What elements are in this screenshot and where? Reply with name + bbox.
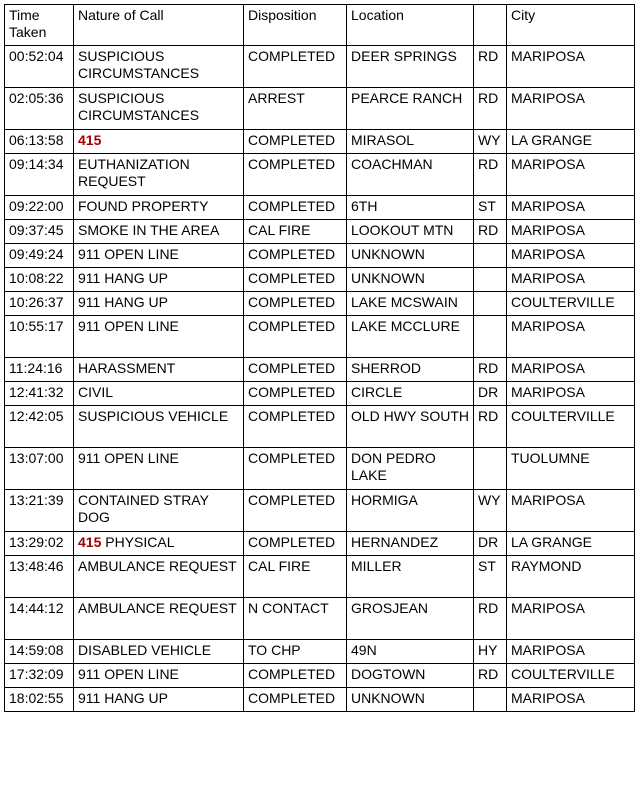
table-row	[5, 406, 635, 448]
cell-time: 00:52:04	[5, 46, 74, 88]
cell-location: DON PEDRO LAKE	[347, 448, 474, 490]
call-nature-text: SMOKE IN THE AREA	[78, 222, 220, 238]
header-suffix	[474, 5, 507, 46]
cell-disposition: COMPLETED	[244, 532, 347, 556]
table-row	[5, 448, 635, 490]
cell-suffix: RD	[474, 664, 507, 688]
cell-nature	[74, 220, 244, 244]
cell-city: MARIPOSA	[507, 268, 635, 292]
cell-location: COACHMAN	[347, 154, 474, 196]
table-row	[5, 154, 635, 196]
cell-location: GROSJEAN	[347, 598, 474, 640]
cell-suffix: RD	[474, 220, 507, 244]
cell-time: 10:26:37	[5, 292, 74, 316]
cell-location: DEER SPRINGS	[347, 46, 474, 88]
cell-suffix: RD	[474, 598, 507, 640]
cell-location: HORMIGA	[347, 490, 474, 532]
header-nature: Nature of Call	[74, 5, 244, 46]
call-nature-text: EUTHANIZATION REQUEST	[78, 156, 190, 189]
call-nature-text: SUSPICIOUS VEHICLE	[78, 408, 229, 424]
cell-time: 09:37:45	[5, 220, 74, 244]
cell-location: MIRASOL	[347, 130, 474, 154]
cell-disposition: COMPLETED	[244, 664, 347, 688]
call-nature-text: 911 OPEN LINE	[78, 246, 179, 262]
cell-time: 18:02:55	[5, 688, 74, 712]
cell-time: 09:49:24	[5, 244, 74, 268]
cell-city: MARIPOSA	[507, 88, 635, 130]
cell-location: PEARCE RANCH	[347, 88, 474, 130]
call-nature-text: 911 OPEN LINE	[78, 318, 179, 334]
cell-suffix: RD	[474, 88, 507, 130]
cell-time: 10:55:17	[5, 316, 74, 358]
cell-nature	[74, 316, 244, 358]
call-nature-text: CONTAINED STRAY DOG	[78, 492, 209, 525]
cell-nature	[74, 598, 244, 640]
cell-disposition: COMPLETED	[244, 244, 347, 268]
cell-city: LA GRANGE	[507, 130, 635, 154]
table-row	[5, 88, 635, 130]
table-row	[5, 640, 635, 664]
table-row	[5, 268, 635, 292]
cell-disposition: COMPLETED	[244, 688, 347, 712]
table-row	[5, 316, 635, 358]
cell-city: COULTERVILLE	[507, 292, 635, 316]
cell-time: 17:32:09	[5, 664, 74, 688]
cell-time: 12:42:05	[5, 406, 74, 448]
table-row	[5, 598, 635, 640]
cell-nature	[74, 196, 244, 220]
call-log-table	[4, 4, 635, 712]
table-row	[5, 196, 635, 220]
call-nature-text: 911 HANG UP	[78, 270, 168, 286]
table-row	[5, 556, 635, 598]
cell-time: 13:21:39	[5, 490, 74, 532]
cell-city: COULTERVILLE	[507, 406, 635, 448]
table-row	[5, 490, 635, 532]
cell-time: 02:05:36	[5, 88, 74, 130]
cell-disposition: COMPLETED	[244, 406, 347, 448]
call-nature-text: 911 HANG UP	[78, 294, 168, 310]
cell-disposition: N CONTACT	[244, 598, 347, 640]
cell-disposition: COMPLETED	[244, 46, 347, 88]
cell-location: DOGTOWN	[347, 664, 474, 688]
cell-suffix	[474, 688, 507, 712]
cell-time: 06:13:58	[5, 130, 74, 154]
cell-location: MILLER	[347, 556, 474, 598]
cell-city: MARIPOSA	[507, 598, 635, 640]
call-nature-text: DISABLED VEHICLE	[78, 642, 212, 658]
table-row	[5, 382, 635, 406]
cell-city: LA GRANGE	[507, 532, 635, 556]
cell-city: MARIPOSA	[507, 490, 635, 532]
table-row	[5, 220, 635, 244]
call-nature-text: 911 OPEN LINE	[78, 666, 179, 682]
cell-nature	[74, 688, 244, 712]
cell-location: UNKNOWN	[347, 244, 474, 268]
cell-time: 14:44:12	[5, 598, 74, 640]
cell-time: 13:29:02	[5, 532, 74, 556]
cell-nature	[74, 130, 244, 154]
cell-city: MARIPOSA	[507, 154, 635, 196]
cell-location: UNKNOWN	[347, 268, 474, 292]
cell-nature	[74, 268, 244, 292]
cell-location: LOOKOUT MTN	[347, 220, 474, 244]
table-row	[5, 292, 635, 316]
cell-city: MARIPOSA	[507, 640, 635, 664]
cell-suffix: RD	[474, 358, 507, 382]
cell-suffix: RD	[474, 406, 507, 448]
cell-suffix	[474, 244, 507, 268]
cell-city: MARIPOSA	[507, 688, 635, 712]
cell-suffix	[474, 316, 507, 358]
cell-nature	[74, 664, 244, 688]
cell-city: MARIPOSA	[507, 316, 635, 358]
cell-disposition: ARREST	[244, 88, 347, 130]
cell-location: 6TH	[347, 196, 474, 220]
call-nature-text: HARASSMENT	[78, 360, 176, 376]
cell-location: SHERROD	[347, 358, 474, 382]
cell-disposition: CAL FIRE	[244, 556, 347, 598]
call-nature-text: SUSPICIOUS CIRCUMSTANCES	[78, 48, 200, 81]
cell-time: 12:41:32	[5, 382, 74, 406]
call-nature-text: AMBULANCE REQUEST	[78, 558, 237, 574]
cell-nature	[74, 406, 244, 448]
cell-nature	[74, 448, 244, 490]
cell-nature	[74, 490, 244, 532]
header-time: Time Taken	[5, 5, 74, 46]
table-row	[5, 244, 635, 268]
cell-city: MARIPOSA	[507, 46, 635, 88]
cell-disposition: TO CHP	[244, 640, 347, 664]
cell-suffix: DR	[474, 532, 507, 556]
cell-suffix: ST	[474, 196, 507, 220]
call-nature-text: 911 HANG UP	[78, 690, 168, 706]
call-nature-text: 911 OPEN LINE	[78, 450, 179, 466]
header-row	[5, 5, 635, 46]
call-code: 415	[78, 132, 102, 148]
cell-disposition: COMPLETED	[244, 358, 347, 382]
cell-city: MARIPOSA	[507, 382, 635, 406]
cell-suffix: DR	[474, 382, 507, 406]
cell-suffix: WY	[474, 130, 507, 154]
table-row	[5, 664, 635, 688]
cell-city: MARIPOSA	[507, 196, 635, 220]
cell-disposition: CAL FIRE	[244, 220, 347, 244]
table-row	[5, 46, 635, 88]
cell-nature	[74, 532, 244, 556]
cell-disposition: COMPLETED	[244, 292, 347, 316]
cell-disposition: COMPLETED	[244, 382, 347, 406]
cell-disposition: COMPLETED	[244, 130, 347, 154]
cell-suffix: HY	[474, 640, 507, 664]
cell-suffix	[474, 292, 507, 316]
cell-location: CIRCLE	[347, 382, 474, 406]
cell-location: 49N	[347, 640, 474, 664]
table-row	[5, 130, 635, 154]
cell-time: 13:48:46	[5, 556, 74, 598]
table-row	[5, 688, 635, 712]
header-disposition: Disposition	[244, 5, 347, 46]
call-nature-text: PHYSICAL	[101, 534, 175, 550]
cell-disposition: COMPLETED	[244, 316, 347, 358]
cell-suffix: ST	[474, 556, 507, 598]
cell-time: 09:22:00	[5, 196, 74, 220]
cell-disposition: COMPLETED	[244, 490, 347, 532]
cell-nature	[74, 88, 244, 130]
cell-location: LAKE MCSWAIN	[347, 292, 474, 316]
cell-nature	[74, 556, 244, 598]
cell-time: 14:59:08	[5, 640, 74, 664]
header-city: City	[507, 5, 635, 46]
cell-nature	[74, 292, 244, 316]
call-code: 415	[78, 534, 102, 550]
cell-city: MARIPOSA	[507, 244, 635, 268]
cell-city: COULTERVILLE	[507, 664, 635, 688]
cell-nature	[74, 46, 244, 88]
table-row	[5, 358, 635, 382]
cell-suffix	[474, 268, 507, 292]
cell-disposition: COMPLETED	[244, 154, 347, 196]
call-nature-text: FOUND PROPERTY	[78, 198, 209, 214]
cell-city: MARIPOSA	[507, 358, 635, 382]
header-location: Location	[347, 5, 474, 46]
cell-location: LAKE MCCLURE	[347, 316, 474, 358]
cell-suffix: RD	[474, 46, 507, 88]
cell-nature	[74, 382, 244, 406]
cell-suffix: WY	[474, 490, 507, 532]
cell-nature	[74, 358, 244, 382]
cell-nature	[74, 154, 244, 196]
cell-city: RAYMOND	[507, 556, 635, 598]
cell-location: OLD HWY SOUTH	[347, 406, 474, 448]
cell-location: UNKNOWN	[347, 688, 474, 712]
call-nature-text: AMBULANCE REQUEST	[78, 600, 237, 616]
cell-nature	[74, 244, 244, 268]
cell-location: HERNANDEZ	[347, 532, 474, 556]
cell-time: 11:24:16	[5, 358, 74, 382]
table-row	[5, 532, 635, 556]
cell-time: 13:07:00	[5, 448, 74, 490]
cell-suffix	[474, 448, 507, 490]
cell-disposition: COMPLETED	[244, 268, 347, 292]
cell-nature	[74, 640, 244, 664]
call-nature-text: CIVIL	[78, 384, 114, 400]
cell-city: MARIPOSA	[507, 220, 635, 244]
call-nature-text: SUSPICIOUS CIRCUMSTANCES	[78, 90, 200, 123]
cell-suffix: RD	[474, 154, 507, 196]
cell-disposition: COMPLETED	[244, 448, 347, 490]
cell-disposition: COMPLETED	[244, 196, 347, 220]
cell-time: 09:14:34	[5, 154, 74, 196]
cell-city: TUOLUMNE	[507, 448, 635, 490]
cell-time: 10:08:22	[5, 268, 74, 292]
